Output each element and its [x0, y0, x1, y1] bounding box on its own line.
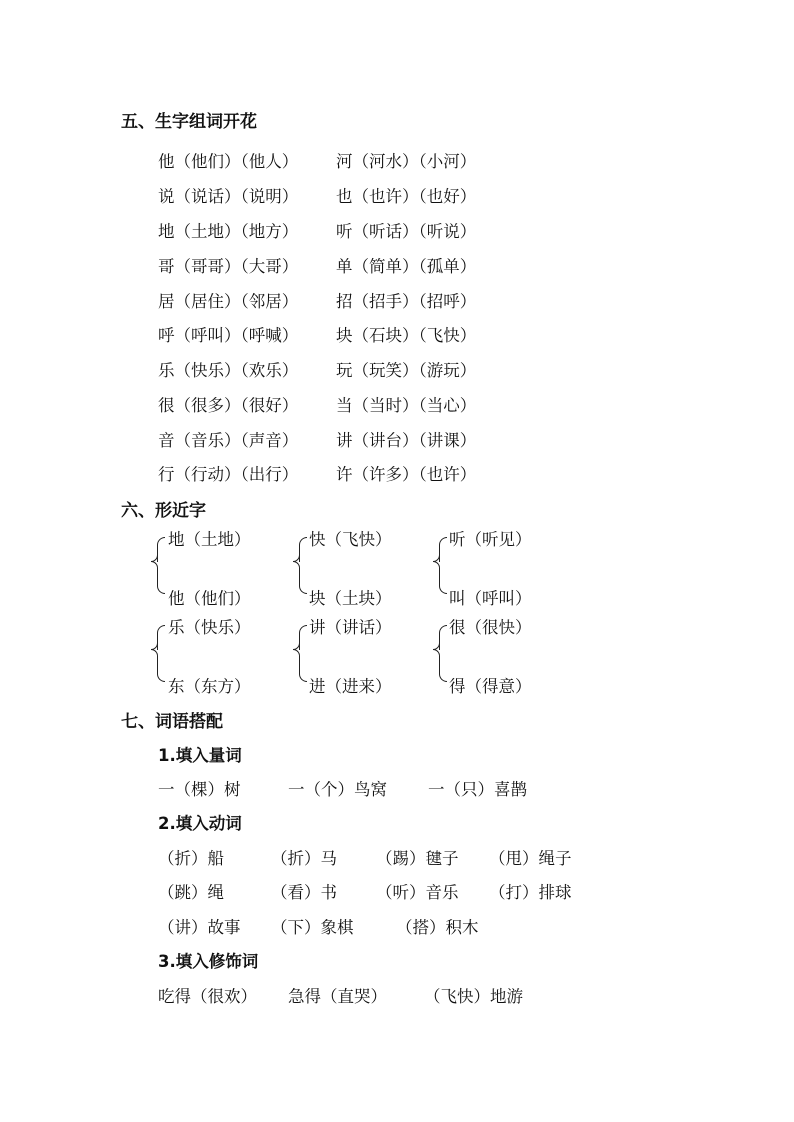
verb-item: （甩）绳子 [489, 849, 572, 868]
word-group: 很（很多）（很好） [158, 396, 299, 415]
similar-char-top: 地（土地） [168, 530, 251, 549]
modifier-item: 吃得（很欢） [158, 987, 257, 1006]
similar-char-top: 很（很快） [449, 618, 532, 637]
similar-char-top: 快（飞快） [309, 530, 392, 549]
measure-word-item: 一（棵）树 [158, 780, 241, 799]
subsection-title: 2.填入动词 [158, 814, 242, 833]
word-group: 块（石块）（飞快） [336, 326, 477, 345]
verb-item: （折）马 [271, 849, 337, 868]
similar-char-top: 乐（快乐） [168, 618, 251, 637]
verb-item: （跳）绳 [158, 883, 224, 902]
word-group: 招（招手）（招呼） [336, 292, 477, 311]
word-group: 讲（讲台）（讲课） [336, 431, 477, 450]
similar-char-bottom: 块（土块） [309, 589, 392, 608]
word-group: 许（许多）（也许） [336, 465, 477, 484]
word-group: 乐（快乐）（欢乐） [158, 361, 299, 380]
similar-char-bottom: 进（进来） [309, 677, 392, 696]
word-group: 说（说话）（说明） [158, 187, 299, 206]
modifier-item: （飞快）地游 [424, 987, 523, 1006]
verb-item: （讲）故事 [158, 918, 241, 937]
word-group: 居（居住）（邻居） [158, 292, 299, 311]
modifier-item: 急得（直哭） [288, 987, 387, 1006]
verb-item: （打）排球 [489, 883, 572, 902]
verb-item: （折）船 [158, 849, 224, 868]
similar-char-bottom: 东（东方） [168, 677, 251, 696]
word-group: 听（听话）（听说） [336, 222, 477, 241]
similar-char-bottom: 叫（呼叫） [449, 589, 532, 608]
similar-char-bottom: 得（得意） [449, 677, 532, 696]
word-group: 当（当时）（当心） [336, 396, 477, 415]
section6-title: 六、形近字 [121, 501, 206, 521]
measure-word-item: 一（只）喜鹊 [428, 780, 527, 799]
section5-title: 五、生字组词开花 [121, 112, 257, 132]
section7-title: 七、词语搭配 [121, 712, 223, 732]
verb-item: （下）象棋 [271, 918, 354, 937]
word-group: 音（音乐）（声音） [158, 431, 299, 450]
word-group: 哥（哥哥）（大哥） [158, 257, 299, 276]
similar-char-top: 听（听见） [449, 530, 532, 549]
word-group: 河（河水）（小河） [336, 152, 477, 171]
measure-word-item: 一（个）鸟窝 [288, 780, 387, 799]
word-group: 也（也许）（也好） [336, 187, 477, 206]
similar-char-bottom: 他（他们） [168, 589, 251, 608]
word-group: 行（行动）（出行） [158, 465, 299, 484]
subsection-title: 3.填入修饰词 [158, 952, 259, 971]
verb-item: （看）书 [271, 883, 337, 902]
verb-item: （踢）毽子 [376, 849, 459, 868]
verb-item: （搭）积木 [396, 918, 479, 937]
word-group: 他（他们）（他人） [158, 152, 299, 171]
word-group: 呼（呼叫）（呼喊） [158, 326, 299, 345]
similar-char-top: 讲（讲话） [309, 618, 392, 637]
word-group: 玩（玩笑）（游玩） [336, 361, 477, 380]
word-group: 地（土地）（地方） [158, 222, 299, 241]
verb-item: （听）音乐 [376, 883, 459, 902]
word-group: 单（简单）（孤单） [336, 257, 477, 276]
subsection-title: 1.填入量词 [158, 746, 242, 765]
